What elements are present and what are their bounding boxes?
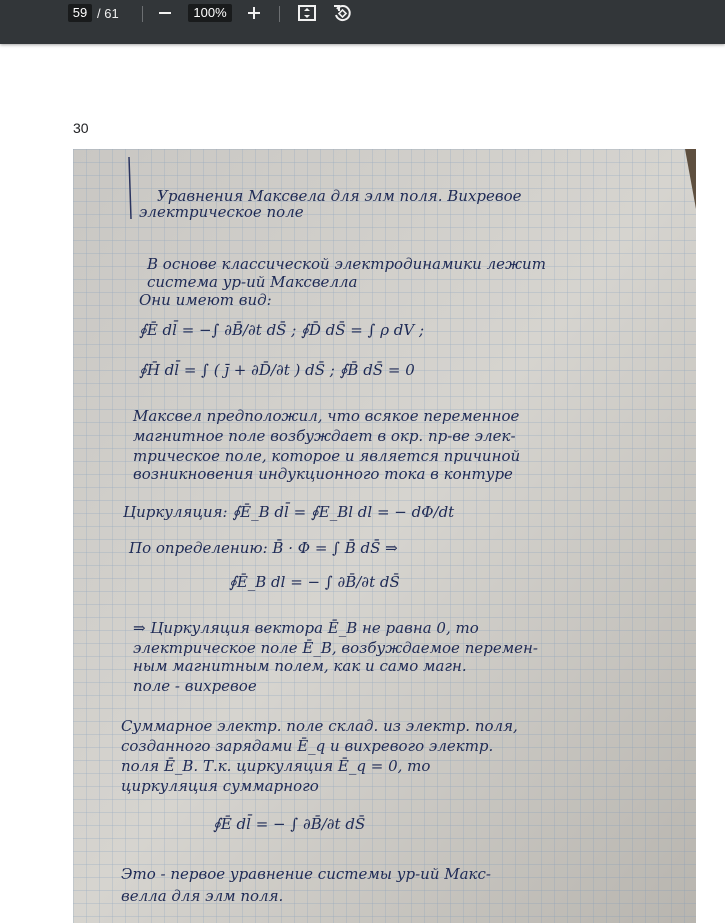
handwriting-line: В основе классической электродинамики лежит bbox=[147, 255, 546, 273]
handwriting-line: циркуляция суммарного bbox=[121, 777, 319, 795]
handwriting-line: Они имеют вид: bbox=[139, 291, 272, 309]
handwriting-line: ∮H̄ dl̄ = ∫ ( j̄ + ∂D̄/∂t ) dS̄ ; ∮B̄ dS̄ = 0 bbox=[139, 361, 415, 379]
minus-icon bbox=[158, 6, 172, 20]
handwriting-line: магнитное поле возбуждает в окр. пр-ве элек- bbox=[133, 427, 516, 445]
handwriting-line: ным магнитным полем, как и само магн. bbox=[133, 657, 467, 675]
plus-icon bbox=[247, 6, 261, 20]
handwriting-line: Циркуляция: ∮Ē_B dl̄ = ∮E_Bl dl = − dΦ/dt bbox=[123, 503, 455, 521]
handwriting-line: Суммарное электр. поле склад. из электр. поля, bbox=[121, 717, 518, 735]
handwriting-line: ∮Ē dl̄ = − ∫ ∂B̄/∂t dS̄ bbox=[213, 815, 366, 833]
fit-to-page-icon bbox=[297, 4, 317, 22]
handwriting-line: трическое поле, которое и является причиной bbox=[133, 447, 521, 465]
zoom-out-button[interactable] bbox=[154, 2, 176, 24]
page-number-label: 30 bbox=[73, 120, 89, 136]
handwriting-line: велла для элм поля. bbox=[121, 887, 284, 905]
zoom-in-button[interactable] bbox=[243, 2, 265, 24]
handwriting-line: Максвел предположил, что всякое переменное bbox=[133, 407, 520, 425]
page-total-label: / 61 bbox=[97, 6, 119, 21]
rotate-button[interactable] bbox=[331, 2, 353, 24]
handwriting-line: Это - первое уравнение системы ур-ий Макс- bbox=[121, 865, 491, 883]
page-number-input[interactable] bbox=[68, 4, 92, 22]
handwriting-line: поля Ē_B. Т.к. циркуляция Ē_q = 0, то bbox=[121, 757, 431, 775]
handwriting-line: поле - вихревое bbox=[133, 677, 257, 695]
toolbar-divider bbox=[279, 6, 280, 22]
fit-to-page-button[interactable] bbox=[296, 2, 318, 24]
handwriting-line: ⇒ Циркуляция вектора Ē_B не равна 0, то bbox=[133, 619, 479, 637]
handwriting-line: электрическое поле bbox=[139, 203, 304, 221]
handwriting-line: По определению: B̄ · Φ = ∫ B̄ dS̄ ⇒ bbox=[129, 539, 398, 557]
handwriting-line: ∮Ē dl̄ = −∫ ∂B̄/∂t dS̄ ; ∮D̄ dS̄ = ∫ ρ dV ; bbox=[139, 321, 425, 339]
notebook-photo-svg bbox=[73, 149, 696, 923]
pdf-toolbar bbox=[0, 0, 725, 44]
toolbar-divider bbox=[142, 6, 143, 22]
zoom-input[interactable] bbox=[188, 4, 232, 22]
rotate-icon bbox=[332, 3, 352, 23]
handwriting-line: система ур-ий Максвелла bbox=[147, 273, 358, 291]
handwriting-line: созданного зарядами Ē_q и вихревого электр. bbox=[121, 737, 494, 755]
handwriting-line: Уравнения Максвела для элм поля. Вихревое bbox=[157, 187, 522, 205]
handwriting-line: электрическое поле Ē_B, возбуждаемое перемен- bbox=[133, 639, 538, 657]
handwriting-line: ∮Ē_B dl = − ∫ ∂B̄/∂t dS̄ bbox=[229, 573, 400, 591]
handwriting-line: возникновения индукционного тока в контуре bbox=[133, 465, 513, 483]
notebook-photo bbox=[73, 149, 696, 923]
